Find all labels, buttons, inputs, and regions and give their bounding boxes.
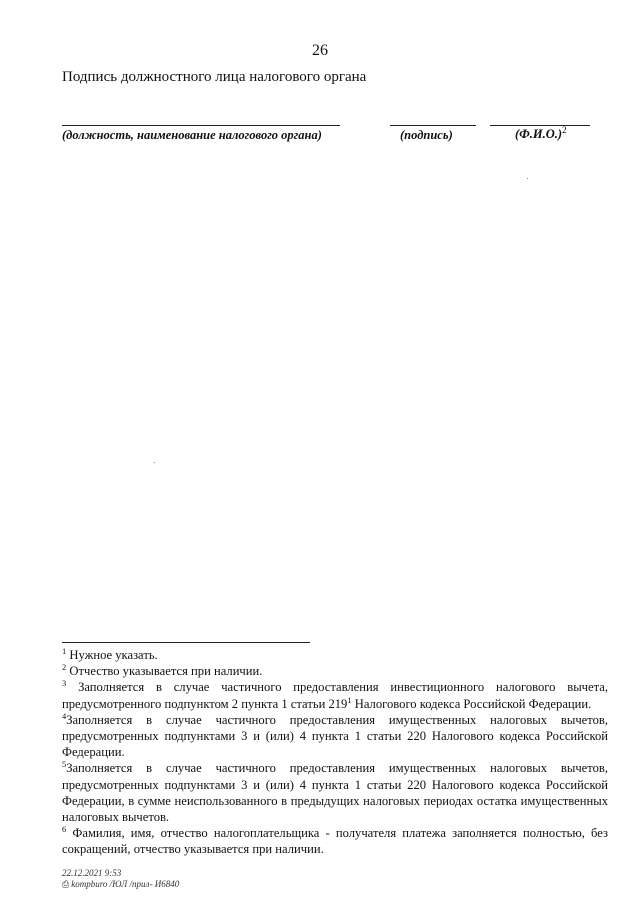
position-caption: (должность, наименование налогового органа) bbox=[62, 128, 322, 142]
stamp-source-row bbox=[62, 879, 179, 890]
footnote-number: 4 bbox=[62, 710, 67, 721]
footnote-number: 3 bbox=[62, 678, 67, 689]
footnote-number: 1 bbox=[62, 645, 67, 656]
stamp-source: kompburo /ЮЛ /прил- И6840 bbox=[71, 879, 180, 889]
footnote-text-end: Налогового кодекса Российской Федерации. bbox=[351, 696, 592, 711]
printer-icon: ⎙ bbox=[62, 879, 70, 889]
position-line bbox=[62, 125, 340, 126]
footnote-text: Нужное указать. bbox=[69, 648, 158, 662]
footnote-text: Заполняется в случае частичного предоставления инвестиционного налогового вычета, предусмотренного подпунктом 2 пункта 1 статьи 219 bbox=[62, 680, 608, 711]
footnote-3 bbox=[62, 679, 608, 711]
footnote-6 bbox=[62, 825, 608, 857]
article-superscript: 1 bbox=[347, 694, 352, 705]
footnote-text: Фамилия, имя, отчество налогоплательщика - получателя платежа заполняется полностью, без сокращений, отчество указывается при наличии. bbox=[62, 826, 608, 857]
footnote-text: Заполняется в случае частичного предоставления имущественных налоговых вычетов, предусмотренных подпунктами 3 и (или) 4 пункта 1 статьи 220 Налогового кодекса Российской Федерации. bbox=[62, 712, 608, 760]
footnote-4 bbox=[62, 712, 608, 761]
signature-heading: Подпись должностного лица налогового органа bbox=[62, 69, 367, 85]
footnote-number: 6 bbox=[62, 824, 67, 835]
footnote-separator bbox=[62, 642, 310, 643]
page-number: 26 bbox=[312, 42, 328, 59]
footnote-text: Отчество указывается при наличии. bbox=[69, 664, 263, 679]
footnote-number: 5 bbox=[62, 759, 67, 770]
footnotes bbox=[62, 647, 608, 858]
signature-line bbox=[390, 125, 476, 126]
footnote-number: 2 bbox=[62, 662, 67, 673]
footnote-text: Заполняется в случае частичного предоставления имущественных налоговых вычетов, предусмотренных подпунктами 3 и (или) 4 пункта 1 статьи 220 Налогового кодекса Российской Федерации, в сумме неиспользованного в предыдущих налоговых периодах остатка имущественных налоговых вычетов. bbox=[62, 761, 608, 825]
scan-speck bbox=[527, 178, 528, 179]
footnote-5 bbox=[62, 760, 608, 825]
print-stamp bbox=[62, 868, 179, 890]
scan-speck bbox=[154, 462, 155, 463]
footnote-2 bbox=[62, 663, 608, 679]
signature-caption: (подпись) bbox=[400, 128, 453, 142]
name-footnote-ref: 2 bbox=[562, 125, 567, 135]
stamp-datetime: 22.12.2021 9:53 bbox=[62, 868, 122, 878]
name-caption bbox=[515, 125, 567, 142]
name-caption-text: (Ф.И.О.) bbox=[515, 127, 563, 142]
footnote-1 bbox=[62, 647, 608, 663]
